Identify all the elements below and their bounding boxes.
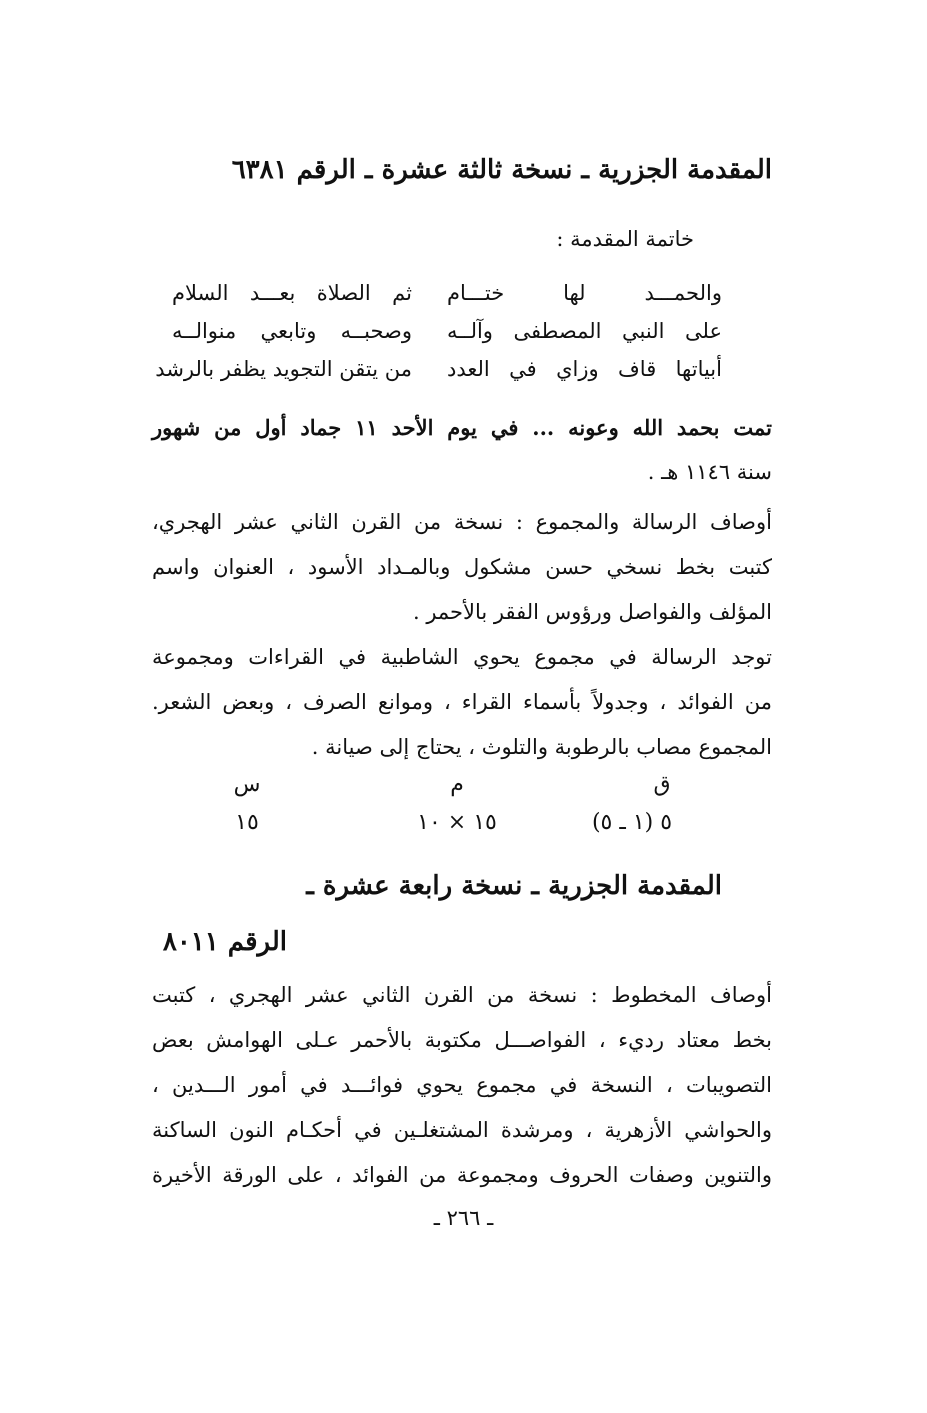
paragraph-line: توجد الرسالة في مجموع يحوي الشاطبية في القراءات ومجموعة [152,645,772,669]
paragraph-line: كتبت بخط نسخي حسن مشكول وبالمـداد الأسود ، العنوان واسم [152,555,772,579]
value-lines: ١٥ [235,810,259,835]
paragraph-line: والحواشي الأزهرية ، ومرشدة المشتغلـين في أحكـام النون الساكنة [152,1118,772,1142]
section-heading-14: المقدمة الجزرية ـ نسخة رابعة عشرة ـ [306,871,722,901]
verse-second-hemistich: وصحبــه وتابعي منوالــه [172,319,412,343]
colophon-line: تمت بحمد الله وعونه ... في يوم الأحد ١١ جماد أول من شهور [152,415,772,440]
page-number: ـ ٢٦٦ ـ [433,1206,494,1230]
section-heading-13: المقدمة الجزرية ـ نسخة ثالثة عشرة ـ الرقم ٦٣٨١ [231,155,772,185]
label-size: م [450,772,464,797]
label-leaves: ق [653,772,671,797]
verse-first-hemistich: والحمـــد لها ختـــام [447,281,722,305]
verse-first-hemistich: أبياتها قاف وزاي في العدد [447,357,722,381]
manuscript-description [152,500,772,635]
paragraph-line: أوصاف المخطوط : نسخة من القرن الثاني عشر الهجري ، كتبت [152,983,772,1007]
verse-block [155,274,722,388]
colophon-date: سنة ١١٤٦ هـ . [647,460,772,484]
signature-values [0,808,927,838]
collection-location-paragraph [152,635,772,770]
paragraph-line: والتنوين وصفات الحروف ومجموعة من الفوائد ، على الورقة الأخيرة [152,1163,772,1187]
verse-line [167,274,722,312]
colophon-paragraph [152,405,772,495]
verse-second-hemistich: من يتقن التجويد يظفر بالرشد [155,357,412,381]
value-size: ١٥ × ١٠ [417,810,497,835]
value-leaves: ٥ (١ ـ ٥) [591,810,673,835]
paragraph-line: أوصاف الرسالة والمجموع : نسخة من القرن الثاني عشر الهجري، [152,510,772,534]
verse-second-hemistich: ثم الصلاة بعـــد السلام [172,281,412,305]
verse-first-hemistich: على النبي المصطفى وآلــه [447,319,722,343]
paragraph-line: المجموع مصاب بالرطوبة والتلوث ، يحتاج إلى صيانة . [311,735,772,759]
conclusion-subheading: خاتمة المقدمة : [556,227,694,251]
paragraph-line: التصويبات ، النسخة في مجموع يحوي فوائـــد في أمور الـــدين ، [152,1073,772,1097]
manuscript-number: الرقم ٨٠١١ [162,927,287,957]
paragraph-line: من الفوائد ، وجدولاً بأسماء القراء ، وموانع الصرف ، وبعض الشعر. [152,690,772,714]
label-lines: س [233,772,261,797]
verse-line [167,312,722,350]
verse-line [155,350,722,388]
paragraph-line: المؤلف والفواصل ورؤوس الفقر بالأحمر . [412,600,772,624]
paragraph-line: بخط معتاد رديء ، الفواصـــل مكتوبة بالأحمر عـلى الهوامش بعض [152,1028,772,1052]
manuscript-description-14 [152,973,772,1198]
signature-labels [0,770,927,800]
